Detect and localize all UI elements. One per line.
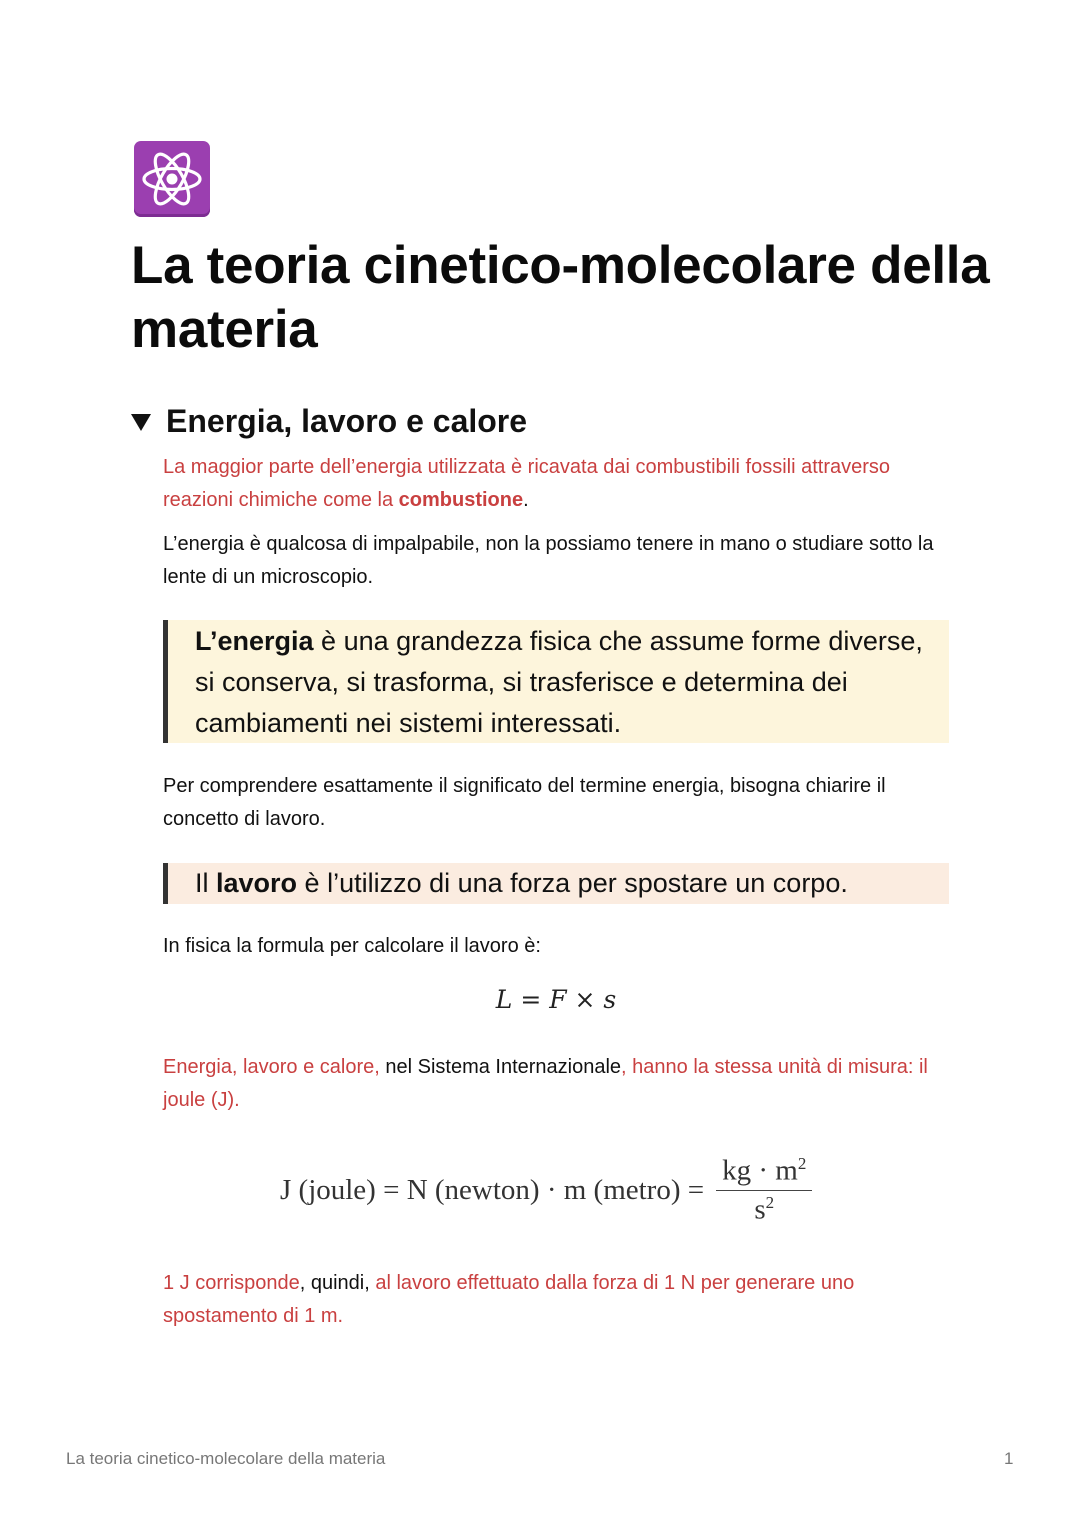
bold-term: combustione: [398, 489, 524, 511]
footer-title: La teoria cinetico-molecolare della materia: [66, 1449, 386, 1468]
paragraph-combustion: [163, 451, 953, 517]
paragraph-formula-intro: In fisica la formula per calcolare il lavoro è:: [163, 935, 541, 957]
formula-fraction: [716, 1154, 812, 1226]
callout-text: è l’utilizzo di una forza per spostare un corpo.: [297, 868, 848, 898]
red-text: 1 J corrisponde: [163, 1272, 300, 1294]
fraction-numerator: [716, 1154, 812, 1191]
plain-text: nel Sistema Internazionale: [379, 1056, 622, 1078]
callout-work-definition: [163, 863, 949, 904]
atom-icon: [134, 141, 210, 217]
bold-term: L’energia: [195, 626, 314, 656]
numerator-exponent: 2: [797, 1153, 807, 1173]
numerator-text: kg · m: [722, 1154, 798, 1187]
paragraph-joule-unit: [163, 1051, 953, 1117]
red-text: Energia, lavoro e calore,: [163, 1056, 380, 1078]
paragraph-energy-intro: L’energia è qualcosa di impalpabile, non la possiamo tenere in mano o studiare sotto la lente di un microscopio.: [163, 533, 934, 588]
section-heading: Energia, lavoro e calore: [166, 403, 528, 439]
bold-term: lavoro: [216, 868, 298, 898]
paragraph-work-concept: Per comprendere esattamente il significato del termine energia, bisogna chiarire il concetto di lavoro.: [163, 775, 886, 830]
page-number: 1: [1004, 1449, 1014, 1468]
triangle-down-icon[interactable]: [131, 414, 151, 431]
denominator-exponent: 2: [765, 1192, 775, 1212]
section-toggle[interactable]: [131, 403, 527, 440]
plain-text: , quindi,: [299, 1272, 376, 1294]
paragraph-end: .: [523, 489, 529, 511]
joule-formula: [280, 1150, 812, 1230]
formula-lhs: J (joule) = N (newton) · m (metro) =: [280, 1173, 705, 1206]
red-text: al lavoro effettuato dalla forza di 1 N per generare uno spostamento di 1 m.: [163, 1272, 855, 1327]
callout-energy-definition: [163, 620, 949, 743]
paragraph-joule-definition: [163, 1267, 953, 1333]
denominator-text: s: [754, 1193, 766, 1226]
fraction-denominator: [754, 1191, 774, 1227]
page-title: La teoria cinetico-molecolare della materia: [131, 236, 990, 359]
paragraph-text: La maggior parte dell’energia utilizzata è ricavata dai combustibili fossili attraverso reazioni chimiche come la: [163, 456, 891, 511]
callout-text: è una grandezza fisica che assume forme diverse, si conserva, si trasforma, si trasferisce e determina dei cambiamenti nei sistemi interessati.: [195, 626, 923, 738]
work-formula: L = F × s: [495, 985, 617, 1014]
callout-text-pre: Il: [195, 868, 217, 898]
red-text: , hanno la stessa unità di misura: il joule (J).: [163, 1056, 928, 1111]
